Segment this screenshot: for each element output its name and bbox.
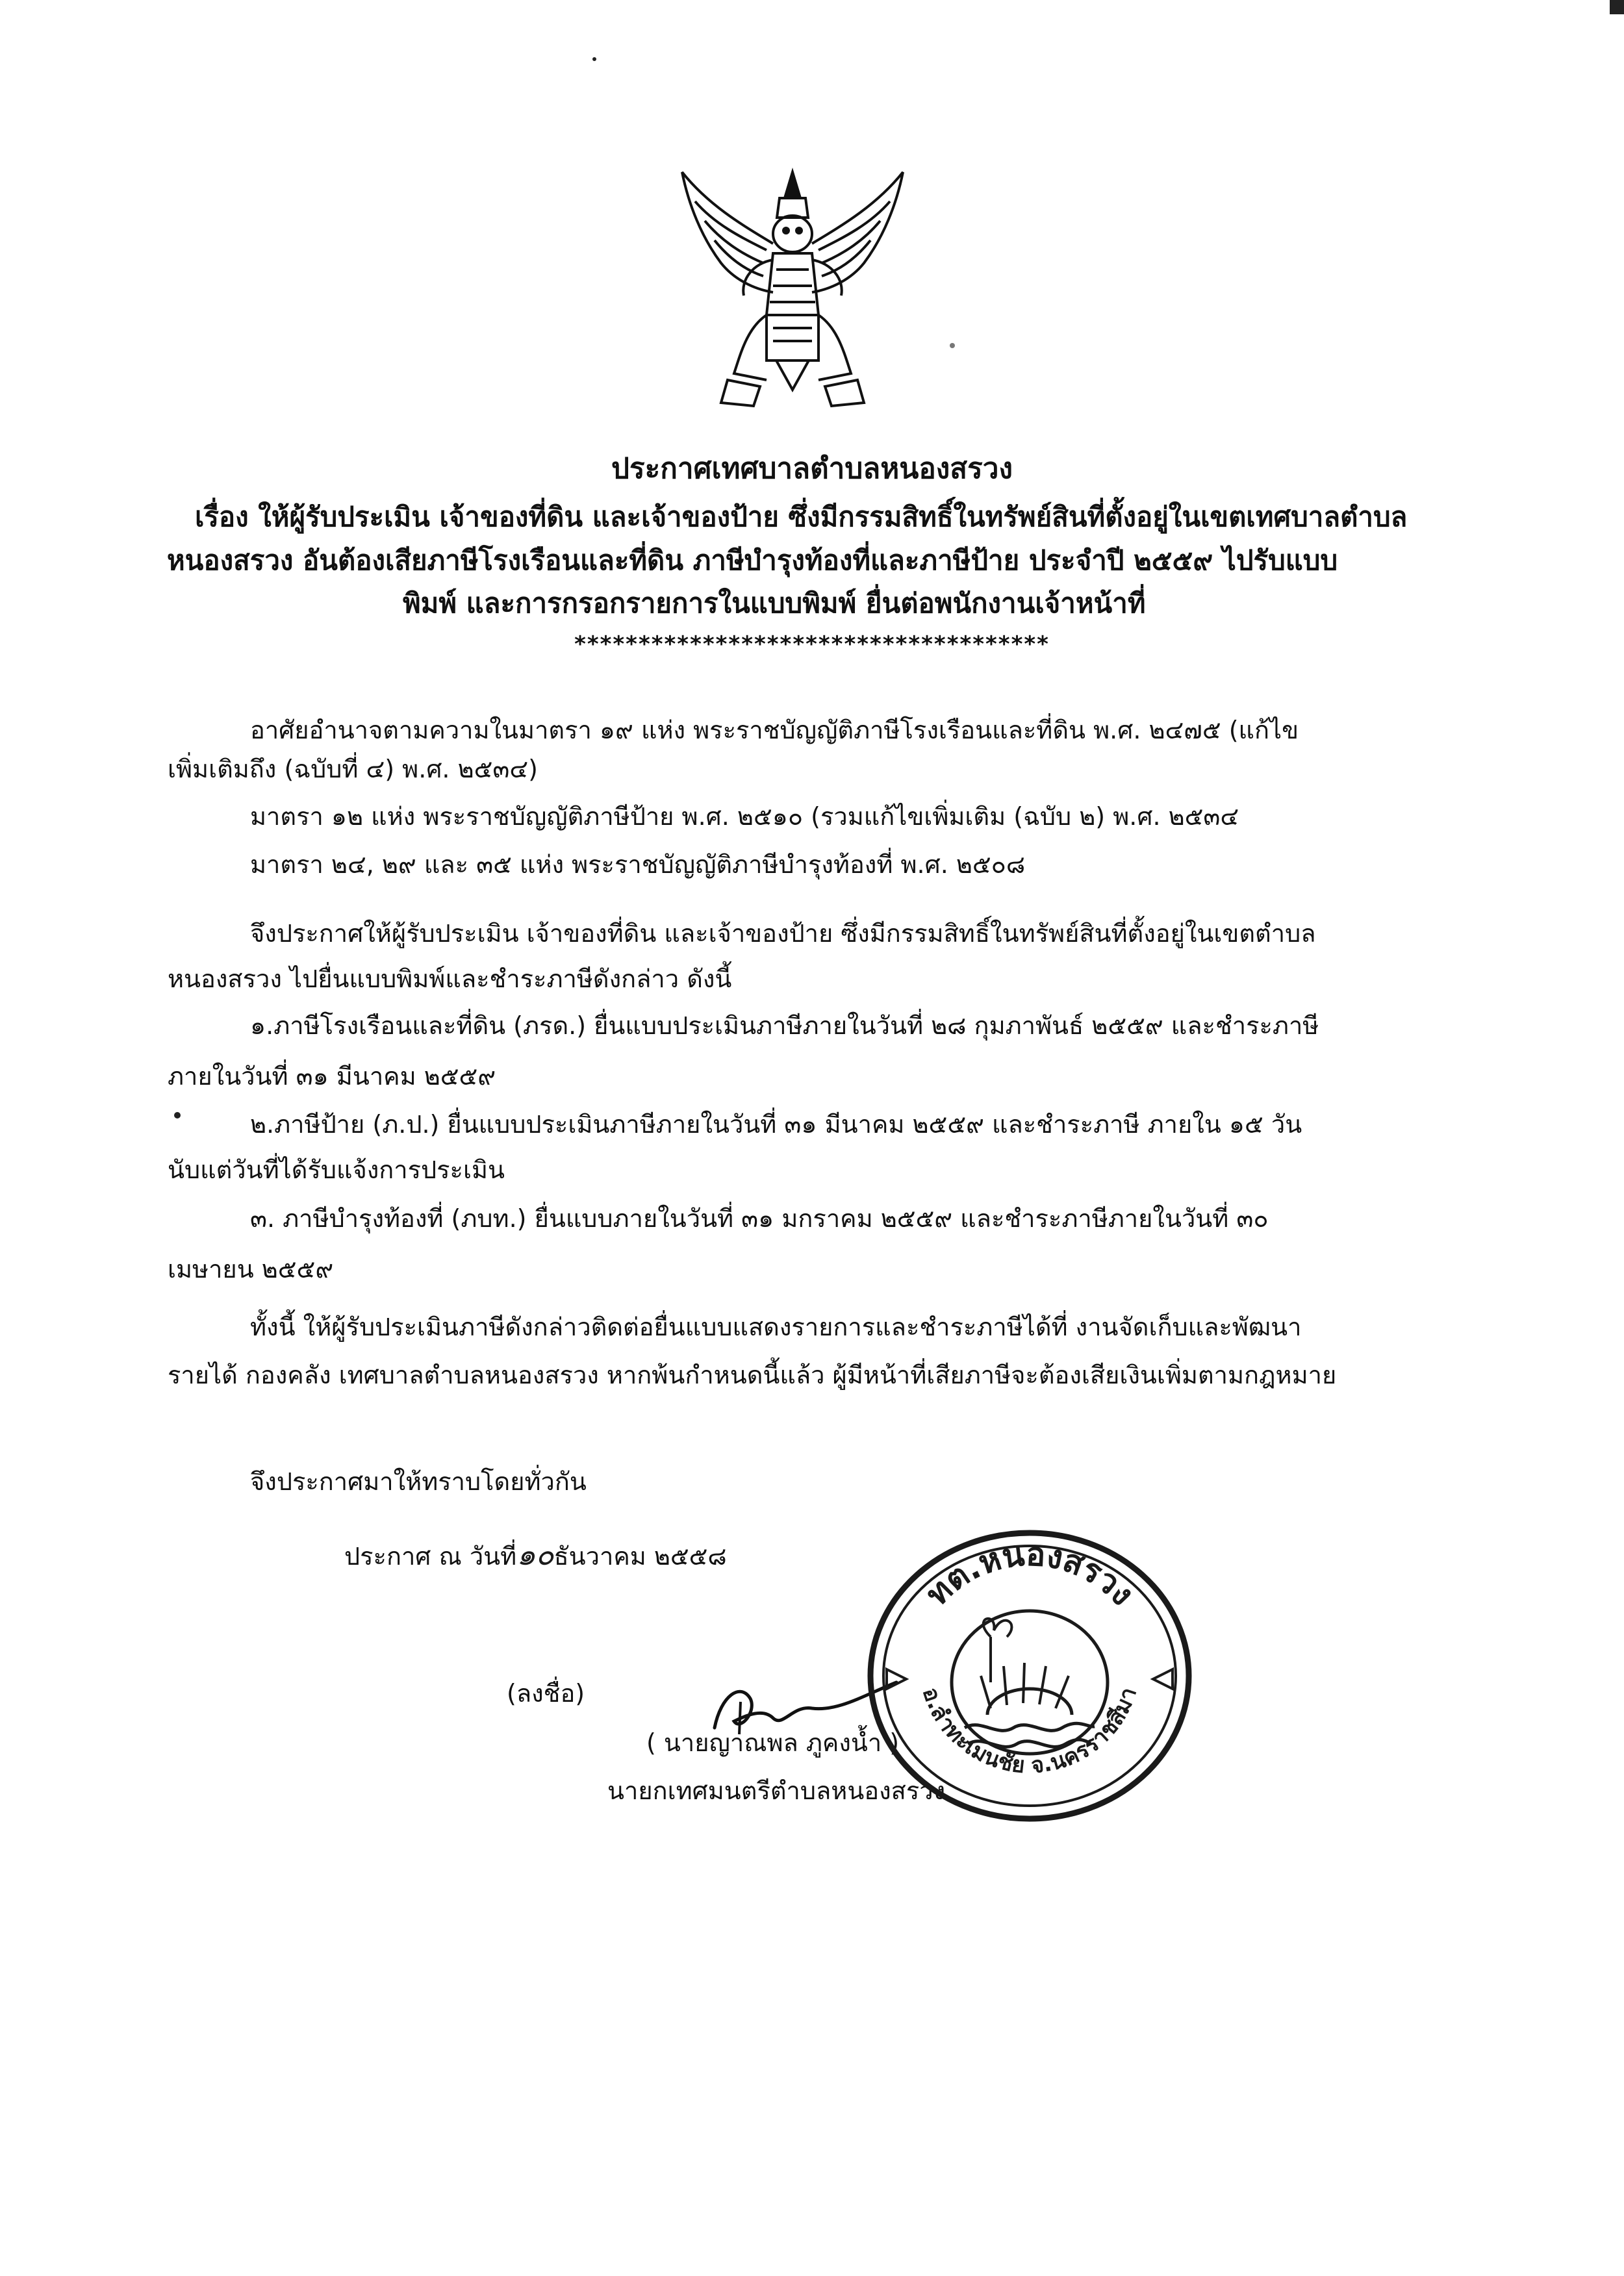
scan-speck — [174, 1112, 181, 1119]
subject-line-3: พิมพ์ และการกรอกรายการในแบบพิมพ์ ยื่นต่อพนักงานเจ้าหน้าที่ — [403, 587, 1146, 619]
authority-line-1: อาศัยอำนาจตามความในมาตรา ๑๙ แห่ง พระราชบัญญัติภาษีโรงเรือนและที่ดิน พ.ศ. ๒๔๗๕ (แก้ไข — [250, 716, 1299, 744]
item-3-line-2: เมษายน ๒๕๕๙ — [168, 1255, 334, 1283]
separator-stars: ************************************* — [574, 631, 1050, 657]
contact-line-1: ทั้งนี้ ให้ผู้รับประเมินภาษีดังกล่าวติดต่อยื่นแบบแสดงรายการและชำระภาษีได้ที่ งานจัดเก็บและพัฒนา — [250, 1313, 1302, 1341]
scan-edge-mark — [1610, 0, 1624, 14]
scan-speck — [950, 343, 955, 348]
official-seal-stamp — [861, 1520, 1199, 1825]
authority-line-4: มาตรา ๒๔, ๒๙ และ ๓๕ แห่ง พระราชบัญญัติภาษีบำรุงท้องที่ พ.ศ. ๒๕๐๘ — [250, 850, 1026, 879]
subject-line-1: เรื่อง ให้ผู้รับประเมิน เจ้าของที่ดิน และเจ้าของป้าย ซึ่งมีกรรมสิทธิ์ในทรัพย์สินที่ตั้งอยู่ในเขตเทศบาลตำบล — [195, 501, 1408, 533]
seal-bottom-text: อ.ลำทะเมนชัย จ.นครราชสีมา — [917, 1684, 1143, 1779]
announcement-date — [344, 1537, 727, 1572]
announce-line-1: จึงประกาศให้ผู้รับประเมิน เจ้าของที่ดิน และเจ้าของป้าย ซึ่งมีกรรมสิทธิ์ในทรัพย์สินที่ตั้งอยู่ในเขตตำบล — [250, 919, 1316, 948]
signatory-position: นายกเทศมนตรีตำบลหนองสรวง — [607, 1777, 946, 1805]
date-suffix: ธันวาคม ๒๕๕๘ — [553, 1542, 727, 1571]
announce-line-2: หนองสรวง ไปยื่นแบบพิมพ์และชำระภาษีดังกล่าว ดังนี้ — [168, 965, 732, 993]
authority-line-2: เพิ่มเติมถึง (ฉบับที่ ๔) พ.ศ. ๒๕๓๔) — [168, 755, 538, 783]
item-3-line-1: ๓. ภาษีบำรุงท้องที่ (ภบท.) ยื่นแบบภายในวันที่ ๓๑ มกราคม ๒๕๕๙ และชำระภาษีภายในวันที่ ๓๐ — [250, 1204, 1269, 1233]
item-2-line-1: ๒.ภาษีป้าย (ภ.ป.) ยื่นแบบประเมินภาษีภายในวันที่ ๓๑ มีนาคม ๒๕๕๙ และชำระภาษี ภายใน ๑๕ วัน — [250, 1110, 1302, 1139]
svg-text:อ.ลำทะเมนชัย จ.นครราชสีมา — [917, 1684, 1142, 1778]
seal-top-text: ทต.หนองสรวง — [918, 1535, 1142, 1613]
date-handwritten-day: ๑๐ — [516, 1537, 554, 1572]
item-2-line-2: นับแต่วันที่ได้รับแจ้งการประเมิน — [168, 1156, 505, 1184]
item-1-line-2: ภายในวันที่ ๓๑ มีนาคม ๒๕๕๙ — [168, 1062, 496, 1091]
signature-label: (ลงชื่อ) — [507, 1679, 585, 1708]
closing-line: จึงประกาศมาให้ทราบโดยทั่วกัน — [250, 1467, 587, 1496]
subject-line-2: หนองสรวง อันต้องเสียภาษีโรงเรือนและที่ดิน ภาษีบำรุงท้องที่และภาษีป้าย ประจำปี ๒๕๕๙ ไปรับแบบ — [167, 544, 1338, 576]
date-prefix: ประกาศ ณ วันที่ — [344, 1542, 517, 1571]
announcement-title: ประกาศเทศบาลตำบลหนองสรวง — [611, 452, 1013, 485]
item-1-line-1: ๑.ภาษีโรงเรือนและที่ดิน (ภรด.) ยื่นแบบประเมินภาษีภายในวันที่ ๒๘ กุมภาพันธ์ ๒๕๕๙ และชำระภาษี — [250, 1011, 1319, 1040]
authority-line-3: มาตรา ๑๒ แห่ง พระราชบัญญัติภาษีป้าย พ.ศ. ๒๕๑๐ (รวมแก้ไขเพิ่มเติม (ฉบับ ๒) พ.ศ. ๒๕๓๔ — [250, 802, 1239, 831]
signatory-name: ( นายญาณพล ภูคงน้ำ ) — [646, 1728, 900, 1757]
scan-speck — [592, 57, 596, 61]
garuda-emblem-icon — [669, 166, 916, 416]
contact-line-2: รายได้ กองคลัง เทศบาลตำบลหนองสรวง หากพ้นกำหนดนี้แล้ว ผู้มีหน้าที่เสียภาษีจะต้องเสียเงินเพิ่มตามกฎหมาย — [168, 1361, 1337, 1389]
svg-text:ทต.หนองสรวง — [918, 1536, 1141, 1613]
